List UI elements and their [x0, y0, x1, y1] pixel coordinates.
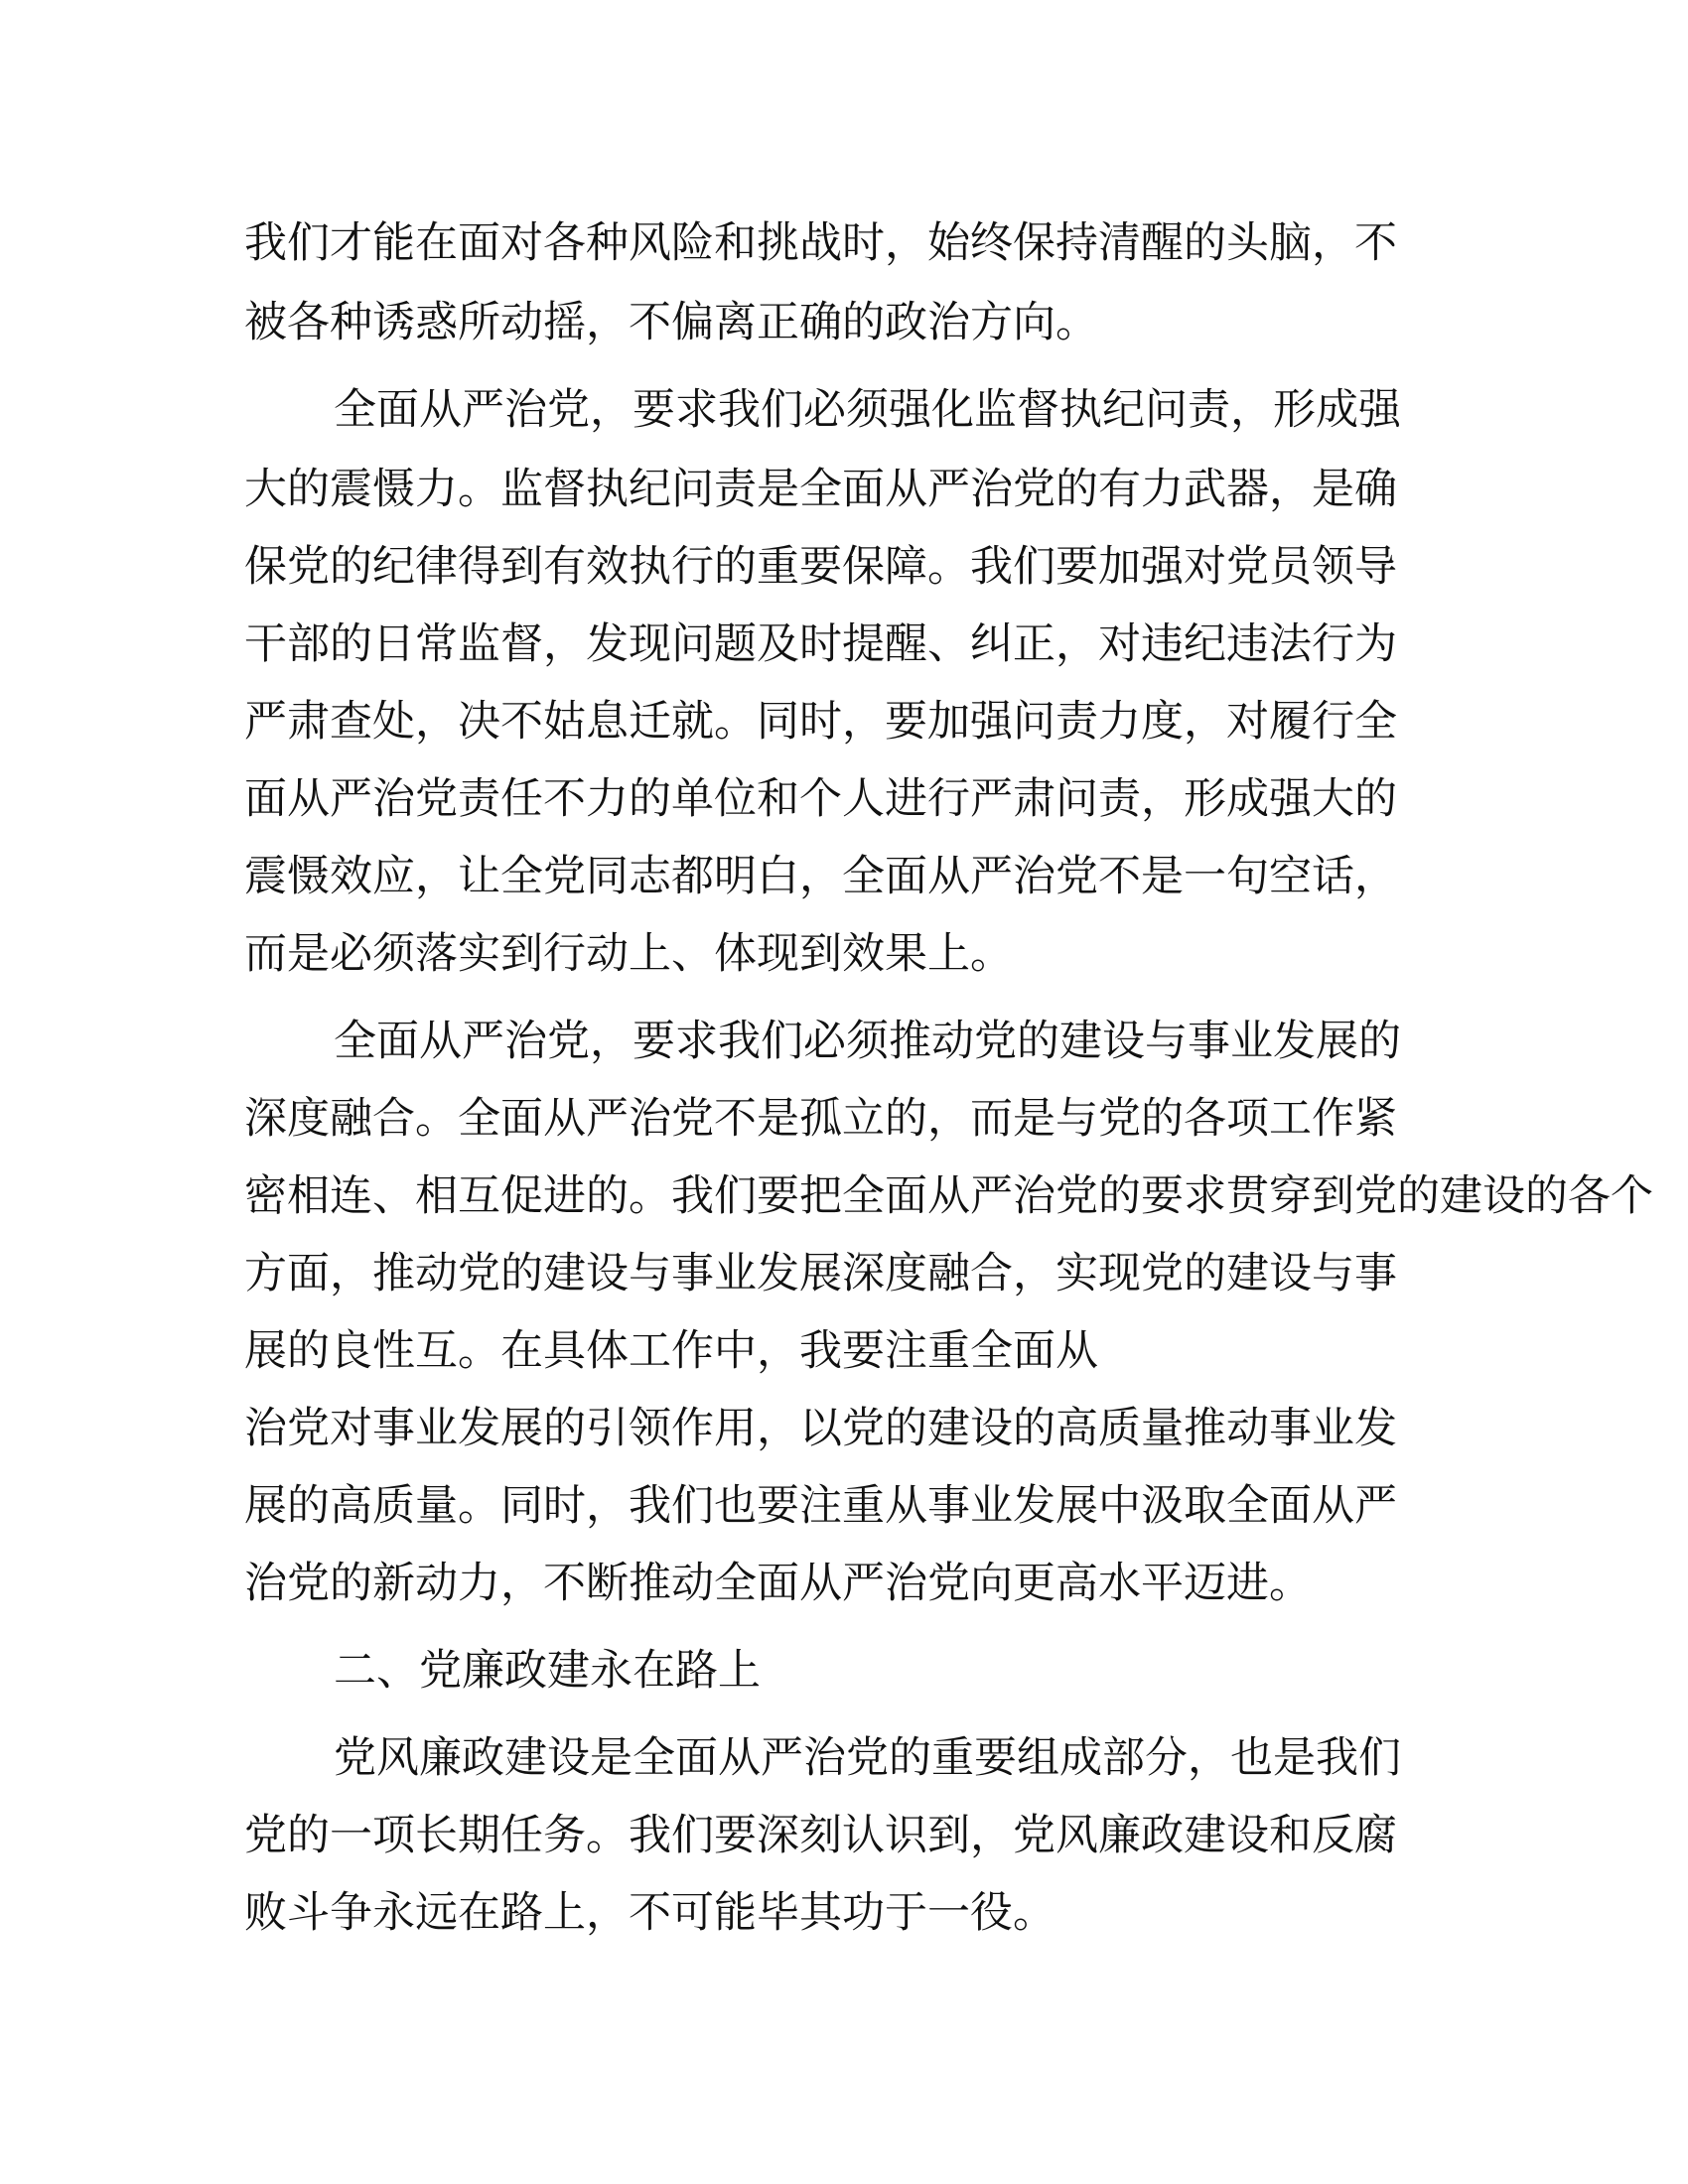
section-heading: 二、党廉政建永在路上 — [334, 1646, 761, 1696]
text-line: 面从严治党责任不力的单位和个人进行严肃问责，形成强大的 — [244, 774, 1397, 824]
paragraph-start-line: 党风廉政建设是全面从严治党的重要组成部分，也是我们 — [334, 1733, 1401, 1783]
text-line: 密相连、相互促进的。我们要把全面从严治党的要求贯穿到党的建设的各个 — [244, 1171, 1653, 1221]
text-line: 展的高质量。同时，我们也要注重从事业发展中汲取全面从严 — [244, 1481, 1397, 1531]
text-line: 方面，推动党的建设与事业发展深度融合，实现党的建设与事 — [244, 1249, 1397, 1298]
text-line: 展的良性互。在具体工作中，我要注重全面从 — [244, 1326, 1098, 1376]
text-line: 大的震慑力。监督执纪问责是全面从严治党的有力武器，是确 — [244, 465, 1397, 514]
text-line: 我们才能在面对各种风险和挑战时，始终保持清醒的头脑，不 — [244, 218, 1397, 268]
text-line: 治党对事业发展的引领作用，以党的建设的高质量推动事业发 — [244, 1404, 1397, 1453]
text-line: 而是必须落实到行动上、体现到效果上。 — [244, 929, 1013, 979]
text-line: 干部的日常监督，发现问题及时提醒、纠正，对违纪违法行为 — [244, 619, 1397, 669]
paragraph-start-line: 全面从严治党，要求我们必须推动党的建设与事业发展的 — [334, 1017, 1401, 1066]
text-line: 震慑效应，让全党同志都明白，全面从严治党不是一句空话， — [244, 852, 1397, 901]
text-line: 治党的新动力，不断推动全面从严治党向更高水平迈进。 — [244, 1559, 1312, 1608]
text-line: 被各种诱惑所动摇，不偏离正确的政治方向。 — [244, 298, 1098, 347]
text-line: 党的一项长期任务。我们要深刻认识到，党风廉政建设和反腐 — [244, 1811, 1397, 1860]
text-line: 深度融合。全面从严治党不是孤立的，而是与党的各项工作紧 — [244, 1094, 1397, 1144]
paragraph-start-line: 全面从严治党，要求我们必须强化监督执纪问责，形成强 — [334, 385, 1401, 435]
text-line: 保党的纪律得到有效执行的重要保障。我们要加强对党员领导 — [244, 542, 1397, 592]
text-line: 败斗争永远在路上，不可能毕其功于一役。 — [244, 1888, 1055, 1938]
text-line: 严肃查处，决不姑息迁就。同时，要加强问责力度，对履行全 — [244, 697, 1397, 747]
